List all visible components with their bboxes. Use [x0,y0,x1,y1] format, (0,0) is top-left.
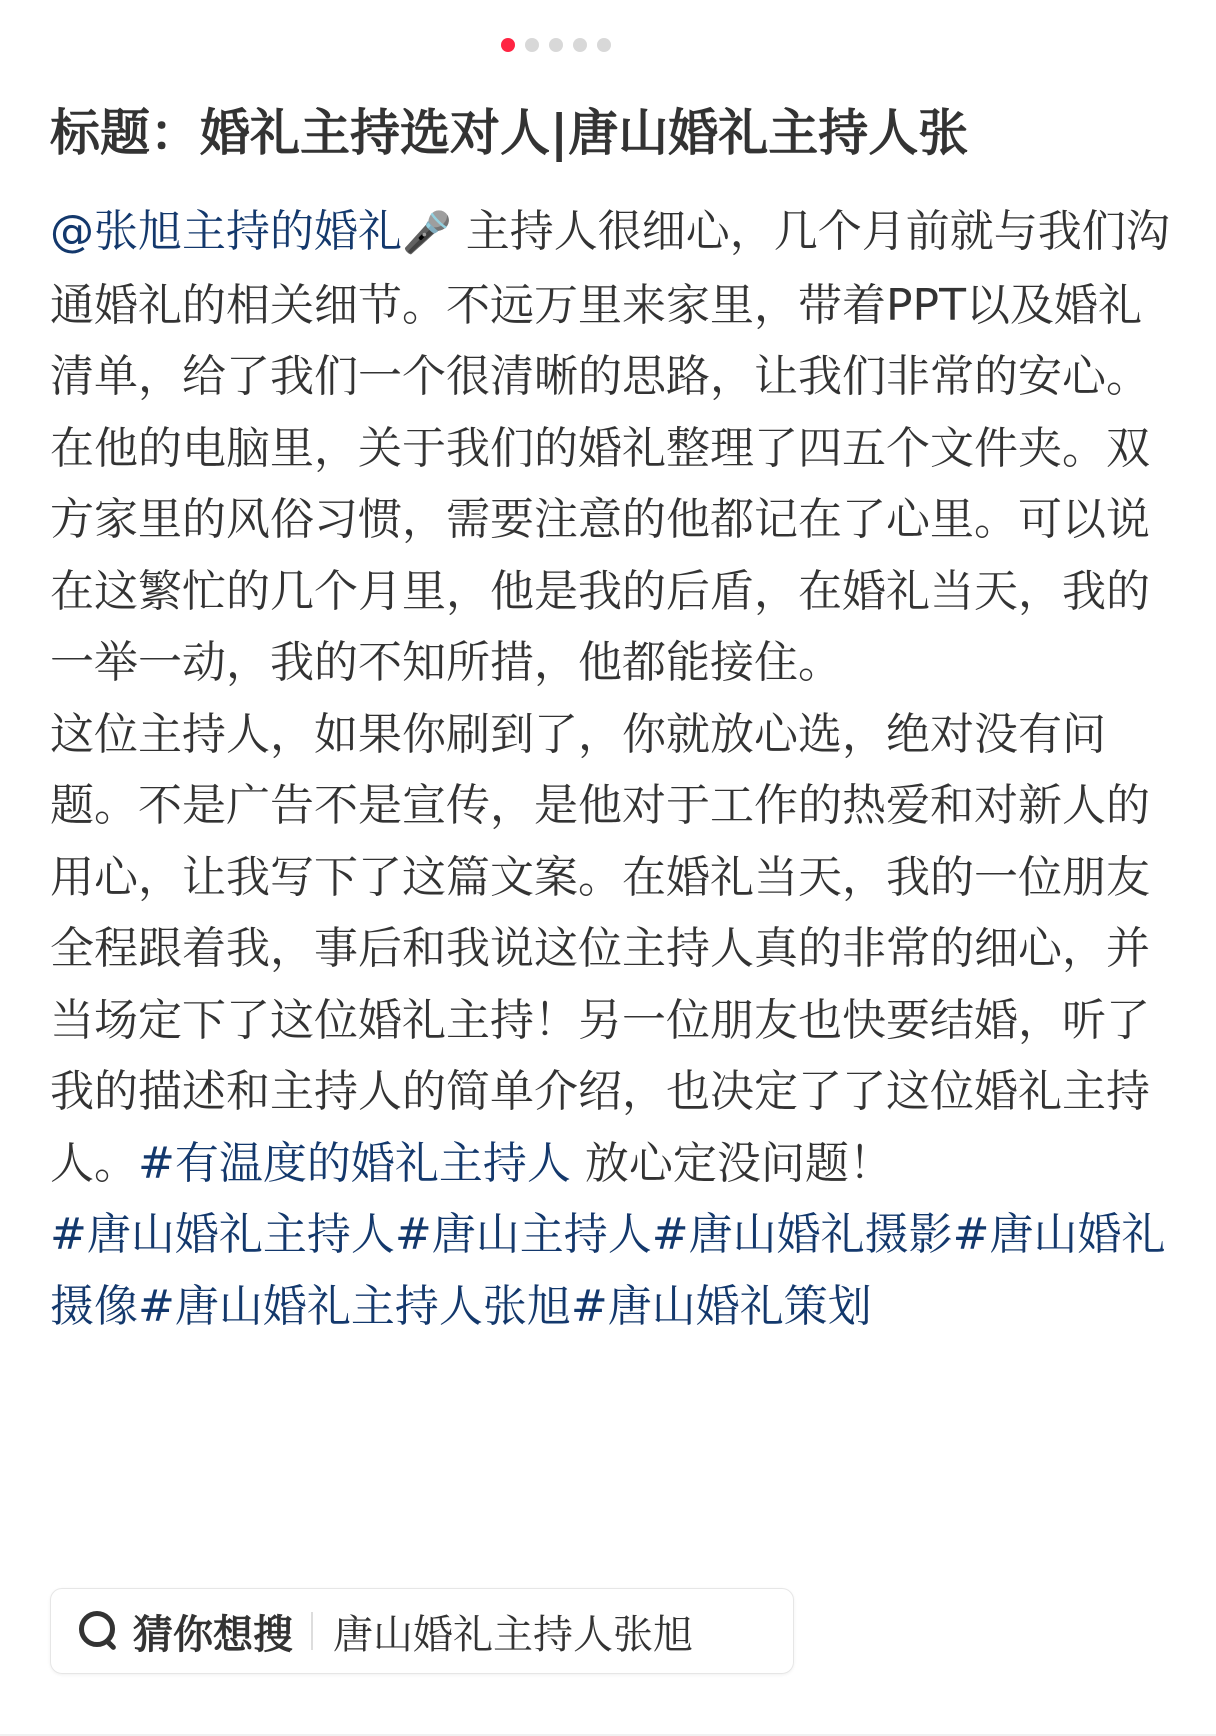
carousel-indicator [0,38,1164,52]
microphone-icon: 🎤 [402,210,452,256]
carousel-dot-1[interactable] [501,38,515,52]
hashtag-list [50,1199,1170,1342]
hashtag-link[interactable]: #唐山婚礼策划 [570,1280,872,1332]
carousel-dot-3[interactable] [549,38,563,52]
paragraph-1-text: 主持人很细心，几个月前就与我们沟通婚礼的相关细节。不远万里来家里，带着PPT以及婚礼清单，给了我们一个很清晰的思路，让我们非常的安心。 [50,206,1170,402]
carousel-dot-4[interactable] [573,38,587,52]
paragraph-3-text: 这位主持人，如果你刷到了，你就放心选，绝对没有问题。不是广告不是宣传，是他对于工作的热爱和对新人的用心，让我写下了这篇文案。在婚礼当天，我的一位朋友全程跟着我，事后和我说这位主持人真的非常的细心，并当场定下了这位婚礼主持！另一位朋友也快要结婚，听了我的描述和主持人的简单介绍，也决定了了这位婚礼主持人。 [50,708,1150,1189]
hashtag-link[interactable]: #唐山婚礼摄影 [651,1209,953,1260]
paragraph-3-tail: 放心定没问题！ [570,1137,893,1189]
paragraph-3 [50,699,1170,1200]
hashtag-link[interactable]: #唐山婚礼主持人张旭 [138,1280,571,1332]
post-title: 标题：婚礼主持选对人|唐山婚礼主持人张 [50,104,969,162]
carousel-dot-5[interactable] [597,38,611,52]
hashtag-link[interactable]: #唐山婚礼主持人 [50,1209,395,1260]
post-body [50,196,1170,1342]
related-search-term: 唐山婚礼主持人张旭 [333,1611,693,1658]
search-icon [79,1611,119,1651]
hashtag-link[interactable]: #有温度的婚礼主持人 [138,1137,571,1189]
hashtag-link[interactable]: #唐山主持人 [394,1209,652,1260]
search-divider [311,1612,313,1650]
related-search-label: 猜你想搜 [133,1611,293,1658]
hashtag-link[interactable]: #唐山婚礼摄像 [50,1209,1166,1332]
user-mention-link[interactable]: @张旭主持的婚礼 [50,206,402,257]
paragraph-2: 在他的电脑里，关于我们的婚礼整理了四五个文件夹。双方家里的风俗习惯，需要注意的他都记在了心里。可以说在这繁忙的几个月里，他是我的后盾，在婚礼当天，我的一举一动，我的不知所措，他都能接住。 [50,422,1150,688]
related-search-button[interactable] [50,1588,794,1674]
carousel-dot-2[interactable] [525,38,539,52]
paragraph-1 [50,196,1170,413]
